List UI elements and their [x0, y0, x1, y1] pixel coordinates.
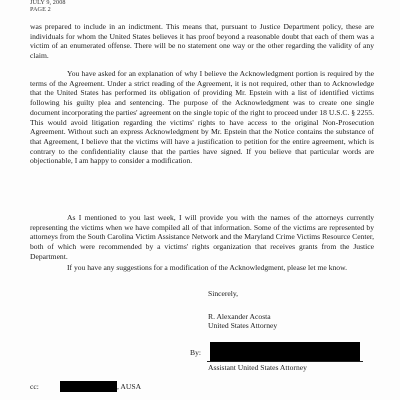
page-header — [30, 0, 66, 14]
cc-suffix: , AUSA — [117, 382, 142, 391]
signer-role: Assistant United States Attorney — [208, 363, 307, 372]
cc-label: cc: — [30, 382, 39, 391]
closing-salutation: Sincerely, — [208, 289, 239, 298]
paragraph-1: was prepared to include in an indictment. This means that, pursuant to Justice Department policy, these are individuals for whom the United States believes it has proof beyond a reasonable doubt that each of them was a victim of an enumerated offense. There will be no statement one way or the other regarding the validity of any claim. — [30, 22, 374, 61]
paragraph-3: As I mentioned to you last week, I will provide you with the names of the attorneys currently representing the victims when we have compiled all of that information. Some of the victims are represented by attorneys from the South Carolina Victim Assistance Network and the Maryland Crime Victims Resource Center, both of which were recommended by a victims' rights organization that receives grants from the Justice Department. — [30, 213, 374, 261]
signature-line — [207, 361, 363, 362]
by-label: By: — [190, 348, 201, 357]
signature-redaction — [210, 342, 360, 361]
cc-name-redaction — [60, 381, 117, 392]
header-date: JULY 9, 2008 — [30, 0, 66, 6]
paragraph-4: If you have any suggestions for a modification of the Acknowledgment, please let me know. — [67, 263, 347, 272]
paragraph-2: You have asked for an explanation of why I believe the Acknowledgment portion is required by the terms of the Agreement. Under a strict reading of the Agreement, it is not required, other than to Acknowledge that the United States has performed its obligation of providing Mr. Epstein with a list of identified victims following his guilty plea and sentencing. The purpose of the Acknowledgment was to create one single document incorporating the parties' agreement on the single topic of the right to proceed under 18 U.S.C. § 2255. This would avoid litigation regarding the victims' rights to have access to the original Non-Prosecution Agreement. Without such an express Acknowledgment by Mr. Epstein that the Notice contains the substance of that Agreement, I believe that the victims will have a justification to petition for the entire agreement, which is contrary to the confidentiality clause that the parties have signed. If you believe that particular words are objectionable, I am happy to consider a modification. — [30, 69, 374, 166]
signer-name: R. Alexander Acosta — [208, 312, 271, 321]
header-page-number: PAGE 2 — [30, 6, 51, 14]
signer-title: United States Attorney — [208, 321, 278, 330]
